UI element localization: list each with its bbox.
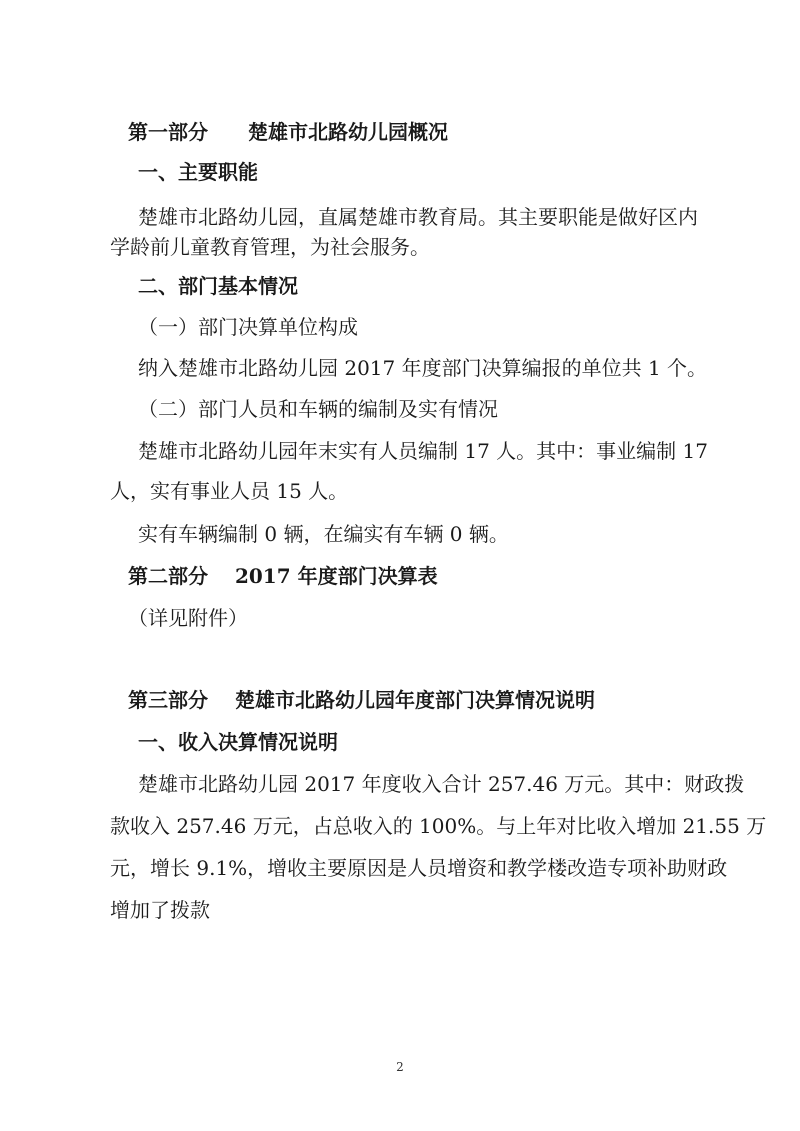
subsection-staff-vehicles-heading: （二）部门人员和车辆的编制及实有情况 <box>138 397 498 421</box>
paragraph-line: 楚雄市北路幼儿园 2017 年度收入合计 257.46 万元。其中：财政拨 <box>138 772 745 796</box>
subsection-unit-composition-heading: （一）部门决算单位构成 <box>138 315 358 339</box>
paragraph-line: 实有车辆编制 0 辆，在编实有车辆 0 辆。 <box>138 522 509 546</box>
paragraph-line: 人，实有事业人员 15 人。 <box>110 479 349 503</box>
paragraph-line: 学龄前儿童教育管理，为社会服务。 <box>110 235 430 259</box>
page-number: 2 <box>396 1060 404 1074</box>
section-main-functions-heading: 一、主要职能 <box>138 160 258 184</box>
attachment-note: （详见附件） <box>128 606 248 630</box>
paragraph-line: 款收入 257.46 万元，占总收入的 100%。与上年对比收入增加 21.55 万 <box>110 814 767 838</box>
paragraph-line: 楚雄市北路幼儿园，直属楚雄市教育局。其主要职能是做好区内 <box>138 205 698 229</box>
part1-title: 第一部分 楚雄市北路幼儿园概况 <box>128 120 448 144</box>
paragraph-line: 元，增长 9.1%，增收主要原因是人员增资和教学楼改造专项补助财政 <box>110 856 728 880</box>
part2-title: 第二部分 2017 年度部门决算表 <box>128 564 438 588</box>
part3-title: 第三部分 楚雄市北路幼儿园年度部门决算情况说明 <box>128 688 595 712</box>
paragraph-line: 楚雄市北路幼儿园年末实有人员编制 17 人。其中：事业编制 17 <box>138 439 708 463</box>
section-income-heading: 一、收入决算情况说明 <box>138 730 338 754</box>
paragraph-line: 纳入楚雄市北路幼儿园 2017 年度部门决算编报的单位共 1 个。 <box>138 356 708 380</box>
paragraph-line: 增加了拨款 <box>110 898 210 922</box>
section-basic-info-heading: 二、部门基本情况 <box>138 274 298 298</box>
